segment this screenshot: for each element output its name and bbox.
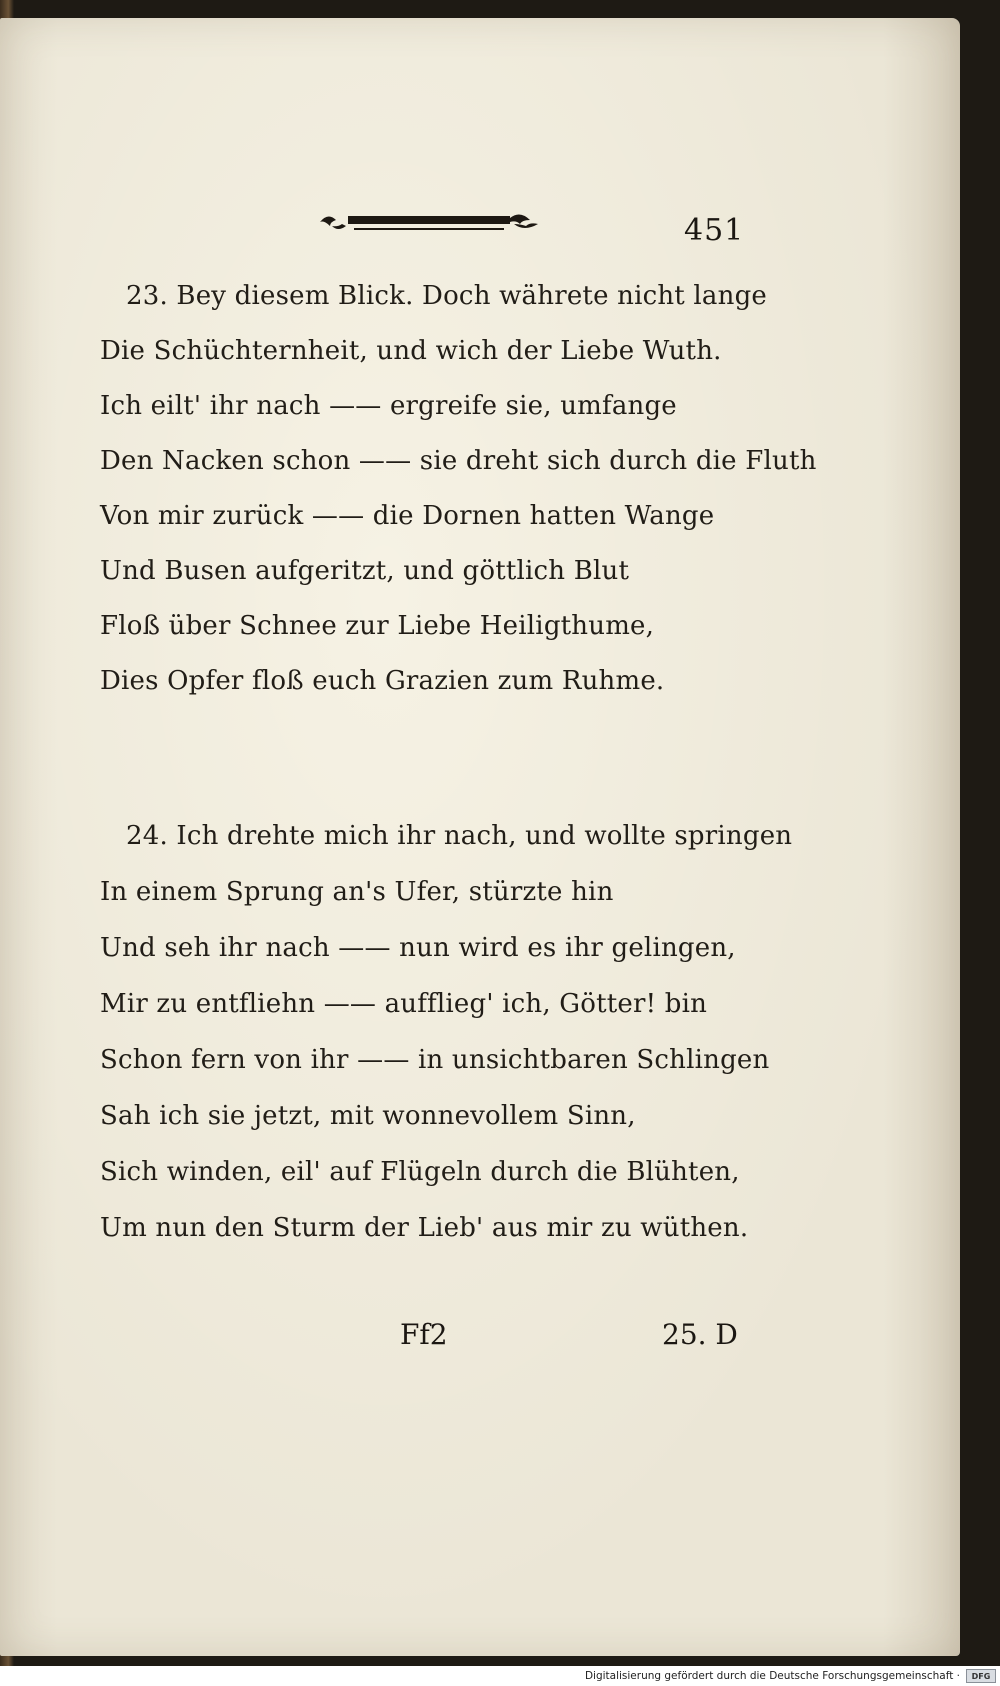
- verse-line: 23. Bey diesem Blick. Doch währete nicht lange: [126, 281, 767, 311]
- verse-line: Schon fern von ihr —— in unsichtbaren Schlingen: [100, 1045, 770, 1075]
- verse-line: Um nun den Sturm der Lieb' aus mir zu wüthen.: [100, 1213, 749, 1243]
- credit-text: Digitalisierung gefördert durch die Deutsche Forschungsgemeinschaft ·: [584, 1670, 960, 1682]
- verse-line: Mir zu entfliehn —— aufflieg' ich, Götter! bin: [100, 989, 708, 1019]
- dfg-logo: DFG: [966, 1669, 996, 1683]
- digitization-credit-bar: [0, 1666, 1000, 1686]
- verse-line: Floß über Schnee zur Liebe Heiligthume,: [100, 611, 655, 641]
- verse-line: Sich winden, eil' auf Flügeln durch die Blühten,: [100, 1157, 740, 1187]
- verse-line: Dies Opfer floß euch Grazien zum Ruhme.: [100, 666, 665, 696]
- book-page: [0, 18, 960, 1656]
- catchword: 25. D: [662, 1318, 738, 1351]
- verse-line: Von mir zurück —— die Dornen hatten Wange: [100, 501, 715, 531]
- verse-line: In einem Sprung an's Ufer, stürzte hin: [100, 877, 614, 907]
- page-number: 451: [684, 213, 745, 248]
- signature-mark: Ff2: [400, 1318, 448, 1351]
- verse-line: Sah ich sie jetzt, mit wonnevollem Sinn,: [100, 1101, 636, 1131]
- verse-line: 24. Ich drehte mich ihr nach, und wollte springen: [126, 821, 793, 851]
- verse-line: Und seh ihr nach —— nun wird es ihr gelingen,: [100, 933, 736, 963]
- verse-line: Die Schüchternheit, und wich der Liebe Wuth.: [100, 336, 722, 366]
- verse-line: Den Nacken schon —— sie dreht sich durch die Fluth: [100, 446, 817, 476]
- verse-line: Und Busen aufgeritzt, und göttlich Blut: [100, 556, 630, 586]
- verse-line: Ich eilt' ihr nach —— ergreife sie, umfange: [100, 391, 677, 421]
- header-ornament: [318, 208, 543, 238]
